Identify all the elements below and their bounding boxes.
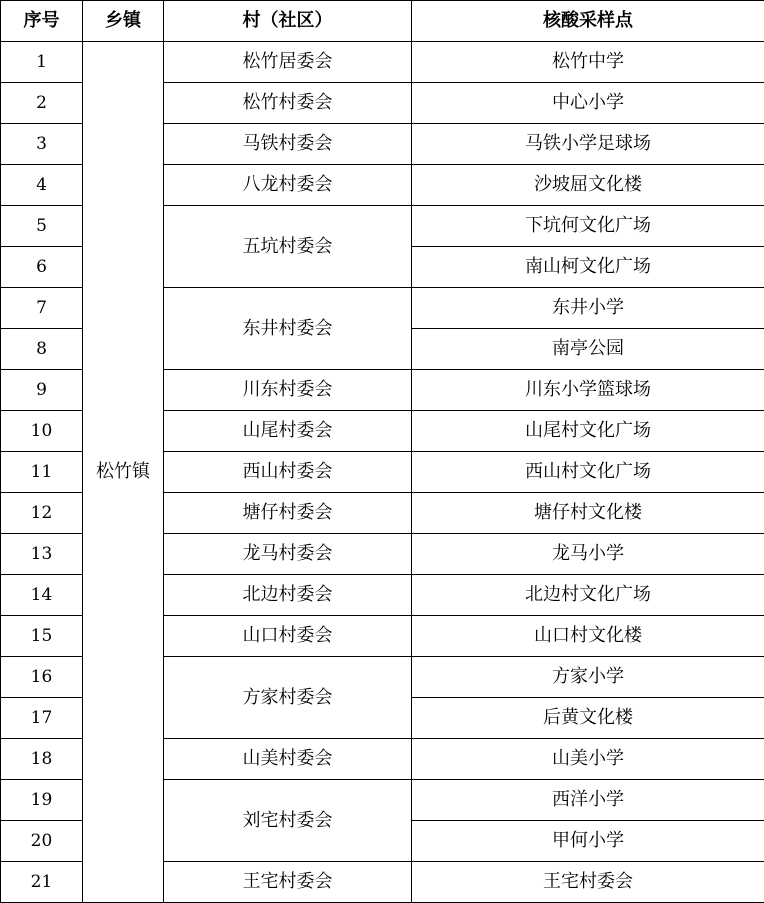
site-cell: 后黄文化楼 xyxy=(412,698,764,739)
site-cell: 龙马小学 xyxy=(412,534,764,575)
village-cell: 龙马村委会 xyxy=(164,534,412,575)
site-cell: 北边村文化广场 xyxy=(412,575,764,616)
site-cell: 塘仔村文化楼 xyxy=(412,493,764,534)
village-cell: 山美村委会 xyxy=(164,739,412,780)
village-cell: 山尾村委会 xyxy=(164,411,412,452)
row-index: 10 xyxy=(1,411,83,452)
site-cell: 方家小学 xyxy=(412,657,764,698)
row-index: 21 xyxy=(1,862,83,903)
row-index: 6 xyxy=(1,247,83,288)
row-index: 16 xyxy=(1,657,83,698)
site-cell: 山美小学 xyxy=(412,739,764,780)
row-index: 9 xyxy=(1,370,83,411)
row-index: 14 xyxy=(1,575,83,616)
site-cell: 南亭公园 xyxy=(412,329,764,370)
row-index: 12 xyxy=(1,493,83,534)
header-village: 村（社区） xyxy=(164,1,412,42)
row-index: 15 xyxy=(1,616,83,657)
village-cell: 五坑村委会 xyxy=(164,206,412,288)
village-cell: 山口村委会 xyxy=(164,616,412,657)
row-index: 5 xyxy=(1,206,83,247)
village-cell: 方家村委会 xyxy=(164,657,412,739)
site-cell: 山尾村文化广场 xyxy=(412,411,764,452)
row-index: 3 xyxy=(1,124,83,165)
row-index: 13 xyxy=(1,534,83,575)
village-cell: 八龙村委会 xyxy=(164,165,412,206)
header-town: 乡镇 xyxy=(83,1,164,42)
row-index: 7 xyxy=(1,288,83,329)
site-cell: 王宅村委会 xyxy=(412,862,764,903)
site-cell: 西洋小学 xyxy=(412,780,764,821)
village-cell: 松竹居委会 xyxy=(164,42,412,83)
header-index: 序号 xyxy=(1,1,83,42)
site-cell: 西山村文化广场 xyxy=(412,452,764,493)
row-index: 20 xyxy=(1,821,83,862)
site-cell: 山口村文化楼 xyxy=(412,616,764,657)
village-cell: 北边村委会 xyxy=(164,575,412,616)
table-row xyxy=(1,42,764,83)
town-cell: 松竹镇 xyxy=(83,42,164,903)
row-index: 2 xyxy=(1,83,83,124)
village-cell: 王宅村委会 xyxy=(164,862,412,903)
village-cell: 马铁村委会 xyxy=(164,124,412,165)
site-cell: 南山柯文化广场 xyxy=(412,247,764,288)
site-cell: 甲何小学 xyxy=(412,821,764,862)
table-header-row xyxy=(1,1,764,42)
village-cell: 川东村委会 xyxy=(164,370,412,411)
site-cell: 马铁小学足球场 xyxy=(412,124,764,165)
site-cell: 沙坡屈文化楼 xyxy=(412,165,764,206)
row-index: 11 xyxy=(1,452,83,493)
village-cell: 东井村委会 xyxy=(164,288,412,370)
site-cell: 川东小学篮球场 xyxy=(412,370,764,411)
row-index: 17 xyxy=(1,698,83,739)
row-index: 4 xyxy=(1,165,83,206)
row-index: 1 xyxy=(1,42,83,83)
village-cell: 松竹村委会 xyxy=(164,83,412,124)
village-cell: 塘仔村委会 xyxy=(164,493,412,534)
site-cell: 下坑何文化广场 xyxy=(412,206,764,247)
row-index: 19 xyxy=(1,780,83,821)
site-cell: 中心小学 xyxy=(412,83,764,124)
village-cell: 西山村委会 xyxy=(164,452,412,493)
site-cell: 东井小学 xyxy=(412,288,764,329)
row-index: 8 xyxy=(1,329,83,370)
row-index: 18 xyxy=(1,739,83,780)
village-cell: 刘宅村委会 xyxy=(164,780,412,862)
header-site: 核酸采样点 xyxy=(412,1,764,42)
site-cell: 松竹中学 xyxy=(412,42,764,83)
